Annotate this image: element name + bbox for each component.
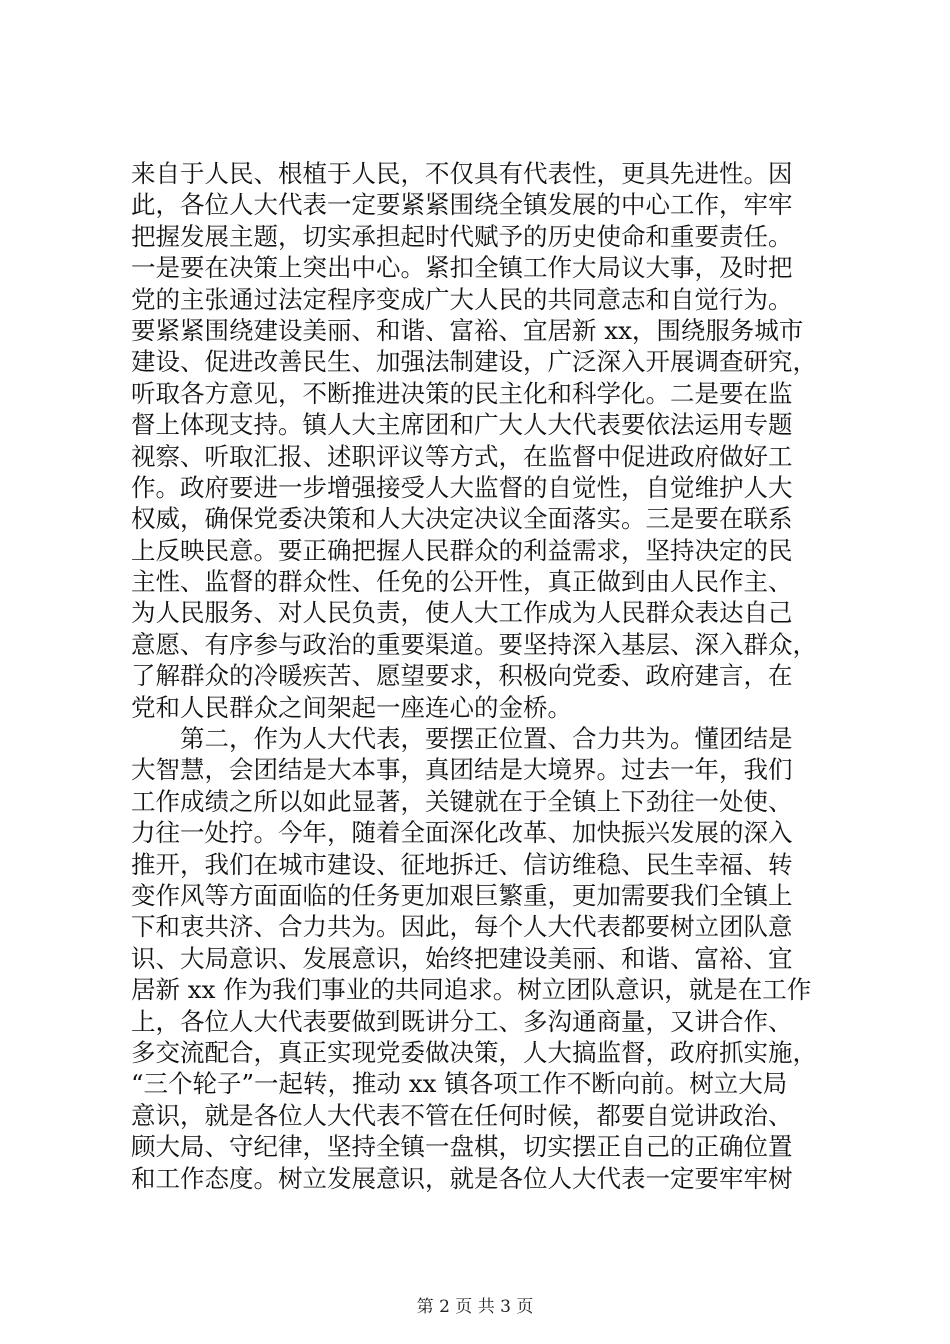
page-number-label: 第 2 页 共 3 页: [416, 1297, 534, 1317]
text-line: 建设、促进改善民生、加强法制建设，广泛深入开展调查研究，: [131, 347, 817, 377]
text-line: 推开，我们在城市建设、征地拆迁、信访维稳、民生幸福、转: [131, 849, 793, 879]
text-line: 第二，作为人大代表，要摆正位置、合力共为。懂团结是: [131, 724, 793, 754]
text-line: 上反映民意。要正确把握人民群众的利益需求，坚持决定的民: [131, 535, 793, 565]
text-line: 主性、监督的群众性、任免的公开性，真正做到由人民作主、: [131, 567, 793, 597]
text-line: 顾大局、守纪律，坚持全镇一盘棋，切实摆正自己的正确位置: [131, 1132, 793, 1162]
text-line: 意愿、有序参与政治的重要渠道。要坚持深入基层、深入群众，: [131, 629, 817, 659]
text-line: 一是要在决策上突出中心。紧扣全镇工作大局议大事，及时把: [131, 253, 793, 283]
text-line: 督上体现支持。镇人大主席团和广大人大代表要依法运用专题: [131, 410, 793, 440]
text-line: 视察、听取汇报、述职评议等方式，在监督中促进政府做好工: [131, 441, 793, 471]
text-line: 权威，确保党委决策和人大决定决议全面落实。三是要在联系: [131, 504, 793, 534]
text-line: 要紧紧围绕建设美丽、和谐、富裕、宜居新 xx，围绕服务城市: [131, 315, 804, 345]
text-line: 多交流配合，真正实现党委做决策，人大搞监督，政府抓实施，: [131, 1037, 817, 1067]
text-line: 下和衷共济、合力共为。因此，每个人大代表都要树立团队意: [131, 912, 793, 942]
text-line: 作。政府要进一步增强接受人大监督的自觉性，自觉维护人大: [131, 472, 793, 502]
text-line: 居新 xx 作为我们事业的共同追求。树立团队意识，就是在工作: [131, 975, 812, 1005]
body-text: [131, 158, 831, 1194]
text-line: 党和人民群众之间架起一座连心的金桥。: [131, 692, 572, 722]
text-line: 听取各方意见，不断推进决策的民主化和科学化。二是要在监: [131, 378, 793, 408]
text-line: 工作成绩之所以如此显著，关键就在于全镇上下劲往一处使、: [131, 786, 793, 816]
text-line: 了解群众的冷暖疾苦、愿望要求，积极向党委、政府建言，在: [131, 661, 793, 691]
text-line: 变作风等方面面临的任务更加艰巨繁重，更加需要我们全镇上: [131, 880, 793, 910]
text-line: 意识，就是各位人大代表不管在任何时候，都要自觉讲政治、: [131, 1100, 793, 1130]
text-line: 上，各位人大代表要做到既讲分工、多沟通商量，又讲合作、: [131, 1006, 793, 1036]
text-line: 识、大局意识、发展意识，始终把建设美丽、和谐、富裕、宜: [131, 943, 793, 973]
text-line: 为人民服务、对人民负责，使人大工作成为人民群众表达自己: [131, 598, 793, 628]
text-line: 党的主张通过法定程序变成广大人民的共同意志和自觉行为。: [131, 284, 793, 314]
text-line: 此，各位人大代表一定要紧紧围绕全镇发展的中心工作，牢牢: [131, 190, 793, 220]
text-line: 大智慧，会团结是大本事，真团结是大境界。过去一年，我们: [131, 755, 793, 785]
text-line: “三个轮子”一起转，推动 xx 镇各项工作不断向前。树立大局: [131, 1069, 788, 1099]
page-footer: [0, 1296, 950, 1318]
text-line: 力往一处拧。今年，随着全面深化改革、加快振兴发展的深入: [131, 818, 793, 848]
text-line: 把握发展主题，切实承担起时代赋予的历史使命和重要责任。: [131, 221, 793, 251]
text-line: 和工作态度。树立发展意识，就是各位人大代表一定要牢牢树: [131, 1163, 793, 1193]
text-line: 来自于人民、根植于人民，不仅具有代表性，更具先进性。因: [131, 159, 793, 188]
